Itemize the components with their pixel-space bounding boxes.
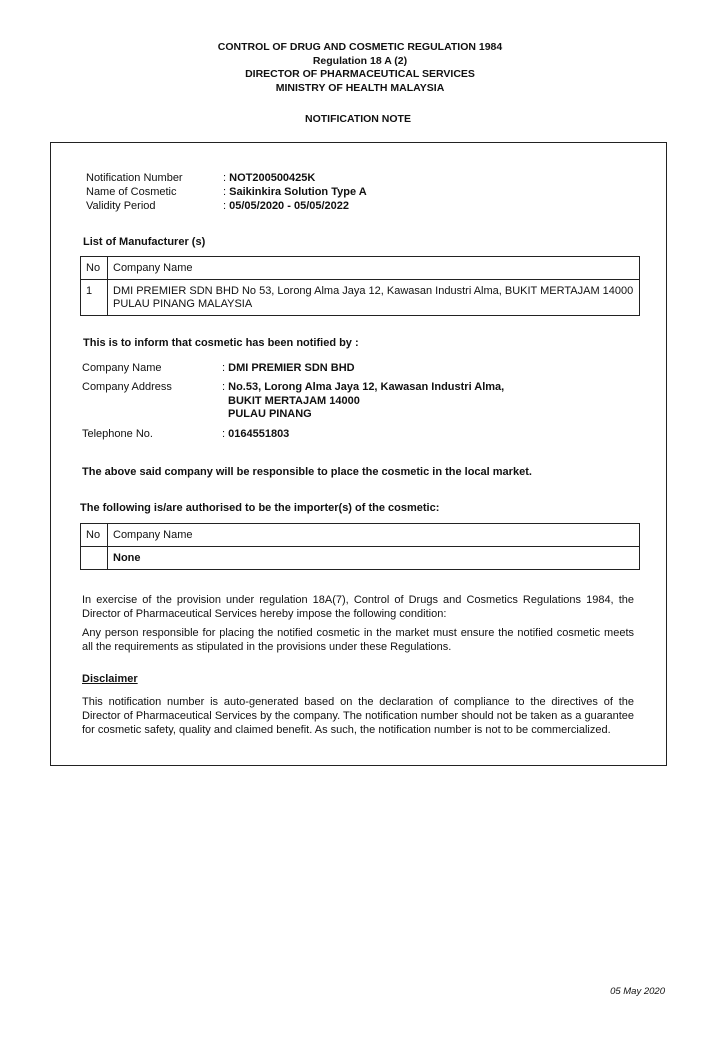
notifier-heading: This is to inform that cosmetic has been notified by :: [83, 337, 359, 349]
notification-note-title: NOTIFICATION NOTE: [305, 113, 411, 125]
condition-paragraph: Any person responsible for placing the notified cosmetic in the market must ensure the notified cosmetic meets all the requirements as stipulated in the provisions under these Regulations.: [82, 627, 634, 653]
header-act-title: CONTROL OF DRUG AND COSMETIC REGULATION 1984: [217, 41, 503, 53]
notifier-address-line3: PULAU PINANG: [228, 408, 312, 420]
header-regulation: Regulation 18 A (2): [312, 54, 408, 67]
manufacturer-company: [108, 280, 640, 316]
notifier-phone-label: Telephone No.: [82, 428, 153, 440]
provision-paragraph: In exercise of the provision under regulation 18A(7), Control of Drugs and Cosmetics Regulations 1984, the Director of Pharmaceutical Services hereby impose the following condition:: [82, 594, 634, 620]
notifier-company-label: Company Name: [82, 362, 162, 374]
cosmetic-name-value: Saikinkira Solution Type A: [229, 186, 367, 198]
notification-number-label: Notification Number: [86, 172, 183, 184]
col-no-header: No: [81, 257, 108, 280]
notifier-address-line2: BUKIT MERTAJAM 14000: [228, 394, 360, 407]
importers-heading: The following is/are authorised to be the importer(s) of the cosmetic:: [80, 502, 440, 514]
table-row: [81, 547, 640, 570]
manufacturers-heading: List of Manufacturer (s): [83, 236, 206, 248]
disclaimer-text: This notification number is auto-generated based on the declaration of compliance to the directives of the Director of Pharmaceutical Services by the company. The notification number should not be taken as a guarantee for cosmetic safety, quality and claimed benefit. As such, the notification number is not to be commercialized.: [82, 696, 634, 736]
validity-period-label: Validity Period: [86, 200, 156, 212]
cosmetic-name-label: Name of Cosmetic: [86, 186, 177, 198]
col-no-header: No: [81, 524, 108, 547]
notifier-company-value: DMI PREMIER SDN BHD: [228, 362, 355, 374]
manufacturer-no: 1: [81, 280, 108, 316]
col-company-name-header: Company Name: [108, 524, 640, 547]
notifier-address-line1: No.53, Lorong Alma Jaya 12, Kawasan Industri Alma,: [228, 381, 505, 393]
importer-company: None: [108, 547, 640, 570]
importer-no: [81, 547, 108, 570]
manufacturers-table-header: [81, 257, 640, 280]
disclaimer-heading: Disclaimer: [82, 673, 138, 685]
footer-date: 05 May 2020: [610, 986, 665, 997]
table-row: [81, 280, 640, 316]
manufacturer-company-line2: PULAU PINANG MALAYSIA: [113, 298, 253, 310]
importers-table-header: [81, 524, 640, 547]
manufacturer-company-line1: DMI PREMIER SDN BHD No 53, Lorong Alma Jaya 12, Kawasan Industri Alma, BUKIT MERTAJAM 14000: [113, 285, 634, 297]
notifier-phone-value: 0164551803: [228, 428, 290, 440]
header-ministry: MINISTRY OF HEALTH MALAYSIA: [275, 81, 445, 94]
validity-period-value: 05/05/2020 - 05/05/2022: [229, 200, 350, 212]
importers-table: [80, 523, 640, 570]
header-director: DIRECTOR OF PHARMACEUTICAL SERVICES: [245, 68, 475, 81]
responsibility-statement: The above said company will be responsible to place the cosmetic in the local market.: [82, 466, 532, 478]
col-company-name-header: Company Name: [108, 257, 640, 280]
notification-number-value: NOT200500425K: [229, 172, 316, 184]
manufacturers-table: [80, 256, 640, 316]
notifier-address-value: : No.53, Lorong Alma Jaya 12, Kawasan Industri Alma, BUKIT MERTAJAM 14000 PULAU PINANG: [222, 381, 505, 420]
notifier-address-label: Company Address: [82, 381, 172, 393]
document-header: [0, 41, 720, 95]
